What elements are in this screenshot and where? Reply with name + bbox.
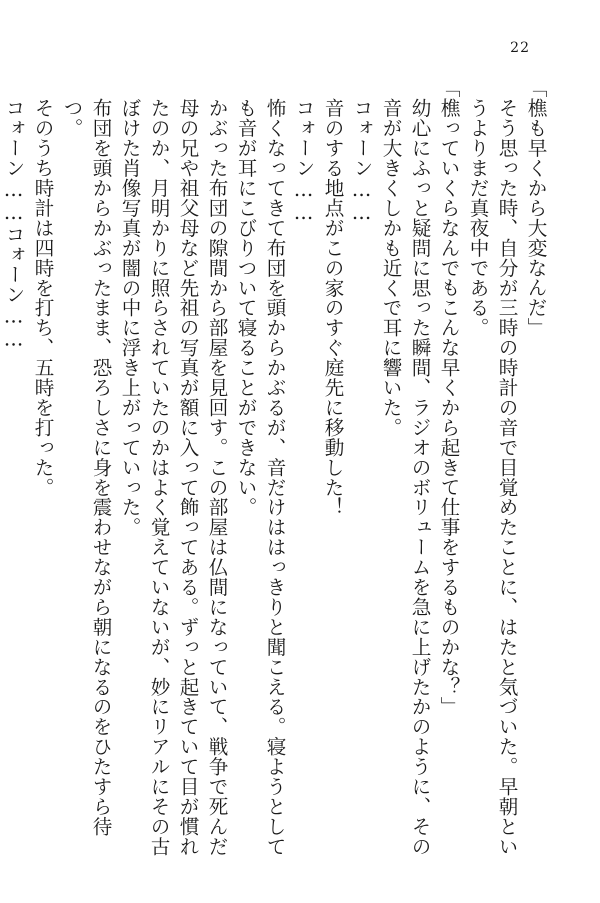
page-number: 22: [510, 40, 530, 56]
paragraph: かぶった布団の隙間から部屋を見回す。この部屋は仏間になっていて、戦争で死んだ母の兄や祖父母など先祖の写真が額に入って飾ってある。ずっと起きていて目が慣れたのか、月明かりに照らされていたのかはよく覚えていないが、妙にリアルにその古ぼけた肖像写真が闇の中に浮き上がっていった。: [118, 97, 228, 856]
paragraph: コォーン……: [292, 97, 315, 225]
paragraph: そのうち時計は四時を打ち、五時を打った。: [31, 97, 54, 497]
paragraph: そう思った時、自分が三時の時計の音で目覚めたことに、はたと気づいた。早朝というよりまだ真夜中である。: [466, 97, 518, 856]
paragraph: 音のする地点がこの家のすぐ庭先に移動した！: [321, 97, 344, 517]
paragraph: 「樵も早くから大変なんだ」: [524, 78, 547, 338]
paragraph: 「樵っていくらなんでもこんな早くから起きて仕事をするものかな？」: [437, 78, 460, 717]
paragraph: コォーン……: [350, 97, 373, 225]
paragraph: コォーン……コォーン……: [2, 97, 25, 351]
paragraph: 怖くなってきて布団を頭からかぶるが、音だけははっきりと聞こえる。寝ようとしても音が耳にこびりついて寝ることができない。: [234, 97, 286, 856]
paragraph: 幼心にふっと疑問に思った瞬間、ラジオのボリュームを急に上げたかのように、その音が大きくしかも近くで耳に響いた。: [379, 97, 431, 856]
vertical-text-block: [2, 78, 550, 868]
paragraph: 布団を頭からかぶったまま、恐ろしさに身を震わせながら朝になるのをひたすら待つ。: [60, 97, 112, 836]
